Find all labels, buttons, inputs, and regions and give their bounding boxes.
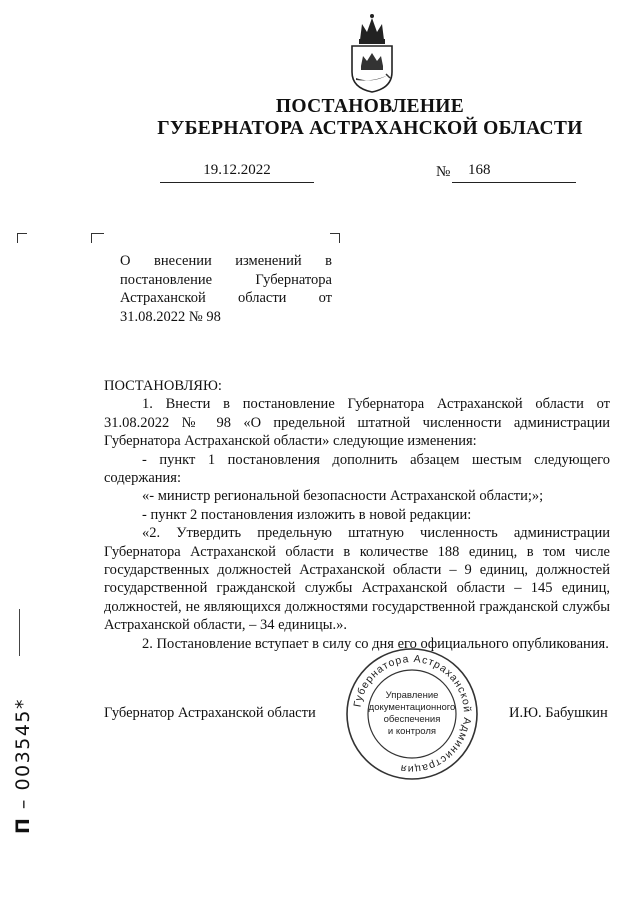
document-title: ПОСТАНОВЛЕНИЕ	[275, 96, 465, 117]
date-underline	[160, 182, 314, 183]
margin-line	[19, 609, 20, 656]
issuing-authority: ГУБЕРНАТОРА АСТРАХАНСКОЙ ОБЛАСТИ	[157, 118, 583, 139]
corner-mark-subject-right	[330, 233, 340, 243]
serial-number	[12, 696, 40, 836]
resolution-intro: ПОСТАНОВЛЯЮ:	[104, 378, 222, 394]
serial-digits: – 003545*	[12, 698, 34, 817]
document-date: 19.12.2022	[203, 162, 271, 178]
corner-mark-subject-left	[91, 233, 101, 243]
stamp-line-3: обеспечения	[383, 714, 441, 725]
paragraph-2: - пункт 1 постановления дополнить абзацем шестым следующего содержания:	[104, 451, 610, 487]
paragraph-5: «2. Утвердить предельную штатную численность администрации Губернатора Астраханской области в количестве 188 единиц, в том числе государственных должностей Астраханской области – 9 единиц, должностей государственной гражданской службы Астраханской области – 145 единиц, должностей, не являющихся должностями государственной гражданской службы Астраханской области, – 34 единицы.».	[104, 525, 610, 634]
stamp-line-2: документационного	[368, 702, 456, 713]
signatory-name: И.Ю. Бабушкин	[509, 705, 608, 721]
stamp-line-4: и контроля	[387, 726, 437, 737]
signatory-position: Губернатор Астраханской области	[104, 705, 316, 721]
number-sign: №	[436, 164, 451, 180]
paragraph-6: 2. Постановление вступает в силу со дня его официального опубликования.	[142, 635, 609, 652]
number-underline	[452, 182, 576, 183]
paragraph-4: - пункт 2 постановления изложить в новой редакции:	[142, 506, 472, 523]
coat-of-arms-icon	[342, 12, 402, 94]
serial-prefix: П	[12, 816, 34, 835]
paragraph-3: «- министр региональной безопасности Астраханской области;»;	[142, 488, 544, 505]
document-subject: О внесении изменений в постановление Губернатора Астраханской области от 31.08.2022 № 98	[120, 253, 332, 325]
official-stamp	[344, 646, 480, 782]
document-number: 168	[468, 162, 491, 178]
stamp-line-1: Управление	[385, 690, 439, 701]
corner-mark-left	[17, 233, 27, 243]
paragraph-1: 1. Внести в постановление Губернатора Астраханской области от 31.08.2022 № 98 «О предельной штатной численности администрации Губернатора Астраханской области» следующие изменения:	[104, 396, 610, 450]
corner-mark-subject-left-tick	[97, 233, 104, 234]
document-body	[104, 377, 610, 653]
stamp-ring-text: Губернатора Астраханской Администрация	[351, 652, 474, 776]
